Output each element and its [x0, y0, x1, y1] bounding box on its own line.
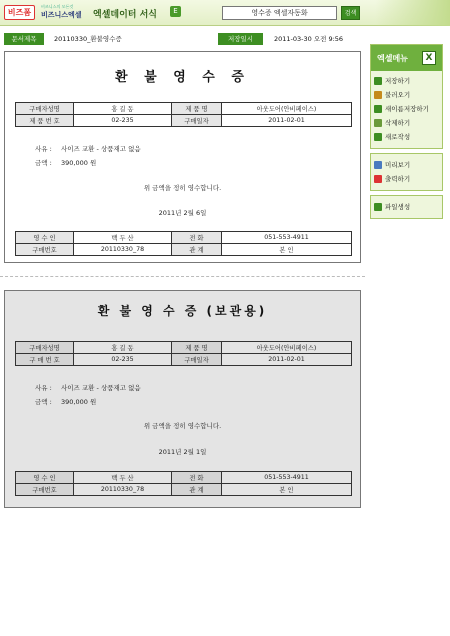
- table-cell[interactable]: 백 두 산: [74, 232, 172, 244]
- open-folder-icon: [374, 91, 382, 99]
- saved-time-value: 2011-03-30 오전 9:56: [274, 35, 344, 43]
- table-cell[interactable]: 아웃도어(안비페이스): [222, 342, 352, 354]
- table-cell: 구매일자: [172, 354, 222, 366]
- table-cell[interactable]: 아웃도어(안비페이스): [222, 103, 352, 115]
- business-excel-logo[interactable]: [41, 4, 83, 21]
- receiver-info-table: [15, 231, 352, 256]
- doc-title-label: 문서제목: [4, 33, 44, 45]
- table-cell: 구매자성명: [16, 342, 74, 354]
- print-icon: [374, 175, 382, 183]
- menu-item-label: 출력하기: [385, 175, 411, 183]
- save-as-icon: [374, 105, 382, 113]
- menu-item-label: 저장하기: [385, 77, 411, 85]
- table-cell[interactable]: 백 두 산: [74, 472, 172, 484]
- table-row: [16, 115, 352, 127]
- top-header-bar: [0, 0, 450, 26]
- header-decoration: [375, 0, 450, 26]
- table-cell: 제 품 명: [172, 342, 222, 354]
- file-create-icon: [374, 203, 382, 211]
- menu-group-file: [370, 44, 443, 149]
- excel-icon: E: [170, 6, 181, 17]
- saved-time-label: 저장일시: [218, 33, 263, 45]
- table-cell[interactable]: 20110330_78: [74, 484, 172, 496]
- receipt-title: 환 불 영 수 증: [115, 70, 250, 85]
- table-cell[interactable]: 02-235: [74, 354, 172, 366]
- new-document-icon: [374, 133, 382, 141]
- app-title: 엑셀데이터 서식: [93, 10, 157, 20]
- cut-line-divider: [0, 276, 365, 277]
- delete-icon: [374, 119, 382, 127]
- table-cell[interactable]: 2011-02-01: [222, 115, 352, 127]
- receipt-title: 환 불 영 수 증 (보관용): [97, 304, 268, 318]
- table-cell: 구매번호: [16, 484, 74, 496]
- side-menu-title: 엑셀메뉴: [377, 54, 408, 63]
- menu-item[interactable]: [371, 158, 442, 172]
- menu-item-label: 파일생성: [385, 203, 411, 211]
- table-cell: 전 화: [172, 232, 222, 244]
- table-row: [16, 472, 352, 484]
- logo-wordmark: 비즈니스엑셀: [41, 11, 82, 19]
- menu-item[interactable]: [371, 116, 442, 130]
- buyer-info-table: [15, 341, 352, 366]
- table-row: [16, 354, 352, 366]
- search-input[interactable]: [222, 6, 337, 20]
- preview-icon: [374, 161, 382, 169]
- reason-label: 사유 :: [35, 145, 52, 153]
- table-cell: 관 계: [172, 484, 222, 496]
- refund-receipt: [4, 51, 361, 263]
- menu-item-label: 새이름저장하기: [385, 105, 429, 113]
- table-cell[interactable]: 홍 길 동: [74, 342, 172, 354]
- table-cell[interactable]: 20110330_78: [74, 244, 172, 256]
- table-cell: 구매일자: [172, 115, 222, 127]
- amount-value[interactable]: 390,000 원: [61, 159, 97, 167]
- menu-item[interactable]: [371, 102, 442, 116]
- table-cell: 제 품 번 호: [16, 115, 74, 127]
- table-cell[interactable]: 홍 길 동: [74, 103, 172, 115]
- menu-item[interactable]: [371, 88, 442, 102]
- reason-value[interactable]: 사이즈 교환 - 상품재고 없음: [61, 145, 141, 153]
- menu-item-label: 삭제하기: [385, 119, 411, 127]
- table-cell: 영 수 인: [16, 472, 74, 484]
- menu-item-label: 미리보기: [385, 161, 411, 169]
- logo-tagline: 비즈니스의 모든것: [41, 4, 74, 9]
- table-cell: 구매자성명: [16, 103, 74, 115]
- table-cell[interactable]: 02-235: [74, 115, 172, 127]
- side-menu-header: [371, 45, 442, 71]
- table-row: [16, 103, 352, 115]
- table-row: [16, 342, 352, 354]
- table-row: [16, 244, 352, 256]
- receipt-statement: 위 금액을 정히 영수합니다.: [143, 422, 222, 430]
- table-cell[interactable]: 051-553-4911: [222, 472, 352, 484]
- reason-value[interactable]: 사이즈 교환 - 상품재고 없음: [61, 384, 141, 392]
- reason-label: 사유 :: [35, 384, 52, 392]
- table-cell: 구매번호: [16, 244, 74, 256]
- bizforms-logo[interactable]: 비즈폼: [4, 5, 35, 20]
- menu-item[interactable]: [371, 130, 442, 144]
- table-cell[interactable]: 051-553-4911: [222, 232, 352, 244]
- receipt-date[interactable]: 2011년 2월 1일: [158, 448, 207, 456]
- receiver-info-table: [15, 471, 352, 496]
- document-info-row: [4, 33, 361, 45]
- table-cell[interactable]: 본 인: [222, 244, 352, 256]
- table-cell[interactable]: 본 인: [222, 484, 352, 496]
- doc-title-value: 20110330_환불영수증: [54, 35, 122, 43]
- receipt-statement: 위 금액을 정히 영수합니다.: [143, 184, 222, 192]
- buyer-info-table: [15, 102, 352, 127]
- menu-group-create: [370, 195, 443, 219]
- table-cell: 구 매 번 호: [16, 354, 74, 366]
- save-icon: [374, 77, 382, 85]
- table-cell: 제 품 명: [172, 103, 222, 115]
- table-cell[interactable]: 2011-02-01: [222, 354, 352, 366]
- refund-receipt-archive-copy: [4, 290, 361, 508]
- menu-group-print: [370, 153, 443, 191]
- receipt-date[interactable]: 2011년 2월 6일: [158, 209, 207, 217]
- search-button[interactable]: 검색: [341, 6, 360, 20]
- table-cell: 관 계: [172, 244, 222, 256]
- excel-side-menu: [370, 44, 443, 223]
- table-row: [16, 484, 352, 496]
- table-cell: 전 화: [172, 472, 222, 484]
- menu-item[interactable]: [371, 172, 442, 186]
- table-row: [16, 232, 352, 244]
- excel-icon: X: [422, 51, 436, 65]
- menu-item-label: 불러오기: [385, 91, 411, 99]
- amount-label: 금액 :: [35, 159, 52, 167]
- menu-item-label: 새로작성: [385, 133, 411, 141]
- table-cell: 영 수 인: [16, 232, 74, 244]
- amount-label: 금액 :: [35, 398, 52, 406]
- menu-item[interactable]: [371, 74, 442, 88]
- amount-value[interactable]: 390,000 원: [61, 398, 97, 406]
- menu-item[interactable]: [371, 200, 442, 214]
